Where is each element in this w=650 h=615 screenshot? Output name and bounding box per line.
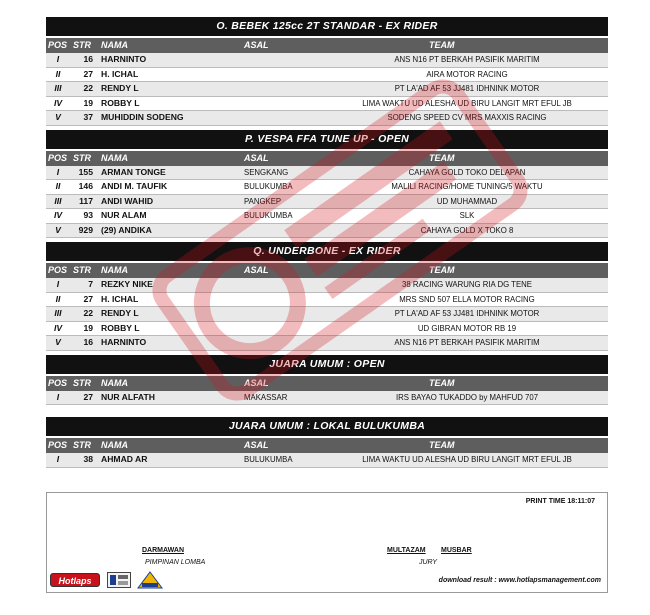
table-row bbox=[46, 391, 608, 406]
str-cell: 146 bbox=[78, 181, 93, 191]
col-str: STR bbox=[73, 440, 91, 450]
team-cell: CAHAYA GOLD TOKO DELAPAN bbox=[408, 167, 526, 177]
team-cell: MALILI RACING/HOME TUNING/5 WAKTU bbox=[391, 182, 543, 191]
team-cell: LIMA WAKTU UD ALESHA UD BIRU LANGIT MRT EFUL JB bbox=[362, 98, 572, 108]
print-time: PRINT TIME 18:11:07 bbox=[525, 498, 595, 505]
col-str: STR bbox=[73, 152, 91, 163]
nama-cell: HARNINTO bbox=[101, 337, 147, 347]
col-str: STR bbox=[73, 265, 91, 275]
str-cell: 27 bbox=[83, 68, 93, 79]
col-nama: NAMA bbox=[101, 265, 128, 275]
nama-cell: MUHIDDIN SODENG bbox=[101, 112, 184, 122]
table-row bbox=[46, 97, 608, 112]
nama-cell: NUR ALAM bbox=[101, 210, 147, 220]
str-cell: 22 bbox=[83, 83, 93, 93]
table-row bbox=[46, 453, 608, 468]
pos-cell: V bbox=[55, 112, 61, 122]
nama-cell: RENDY L bbox=[101, 308, 139, 318]
col-asal: ASAL bbox=[244, 40, 269, 50]
pos-cell: I bbox=[56, 454, 60, 464]
str-cell: 7 bbox=[88, 279, 93, 289]
asal-cell: PANGKEP bbox=[244, 196, 282, 206]
nama-cell: RENDY L bbox=[101, 83, 139, 93]
table-row bbox=[46, 209, 608, 224]
str-cell: 929 bbox=[78, 224, 93, 235]
col-pos: POS bbox=[48, 152, 68, 163]
team-cell: AIRA MOTOR RACING bbox=[426, 69, 508, 79]
table-row bbox=[46, 111, 608, 126]
table-row bbox=[46, 322, 608, 337]
table-row bbox=[46, 166, 608, 181]
pos-cell: V bbox=[55, 224, 61, 235]
pos-cell: I bbox=[56, 279, 60, 289]
team-cell: SLK bbox=[459, 211, 475, 220]
col-pos: POS bbox=[48, 40, 68, 50]
col-team: TEAM bbox=[429, 152, 455, 163]
column-header bbox=[46, 376, 608, 391]
table-row bbox=[46, 224, 608, 239]
asal-cell: SENGKANG bbox=[244, 167, 289, 177]
pos-cell: I bbox=[56, 54, 60, 64]
nama-cell: ARMAN TONGE bbox=[101, 166, 166, 177]
col-pos: POS bbox=[48, 377, 68, 388]
pos-cell: I bbox=[56, 166, 60, 177]
str-cell: 16 bbox=[83, 337, 93, 347]
str-cell: 117 bbox=[79, 195, 93, 206]
asal-cell: BULUKUMBA bbox=[244, 182, 293, 191]
section-title: O. BEBEK 125cc 2T STANDAR - EX RIDER bbox=[46, 17, 608, 36]
col-team: TEAM bbox=[429, 40, 455, 50]
col-team: TEAM bbox=[429, 265, 455, 275]
section-title: JUARA UMUM : OPEN bbox=[46, 355, 608, 374]
col-str: STR bbox=[73, 377, 91, 388]
asal-cell: BULUKUMBA bbox=[244, 211, 293, 220]
nama-cell: ROBBY L bbox=[101, 322, 140, 333]
signature-role-2: JURY bbox=[419, 559, 438, 566]
table-row bbox=[46, 278, 608, 293]
pos-cell: II bbox=[55, 293, 61, 304]
pos-cell: III bbox=[54, 195, 62, 206]
str-cell: 22 bbox=[83, 308, 93, 318]
pos-cell: V bbox=[55, 337, 61, 347]
nama-cell: AHMAD AR bbox=[101, 454, 148, 464]
str-cell: 93 bbox=[83, 210, 93, 220]
team-cell: UD MUHAMMAD bbox=[436, 196, 498, 206]
nama-cell: H. ICHAL bbox=[101, 68, 139, 79]
asal-cell: BULUKUMBA bbox=[244, 455, 293, 464]
signature-role-1: PIMPINAN LOMBA bbox=[145, 559, 206, 566]
col-nama: NAMA bbox=[101, 152, 128, 163]
col-team: TEAM bbox=[429, 377, 455, 388]
nama-cell: (29) ANDIKA bbox=[101, 224, 152, 235]
hotlaps-logo: Hotlaps bbox=[50, 573, 100, 587]
nama-cell: ANDI M. TAUFIK bbox=[101, 181, 168, 191]
table-row bbox=[46, 68, 608, 83]
col-pos: POS bbox=[48, 440, 68, 450]
pos-cell: I bbox=[56, 391, 60, 402]
column-header bbox=[46, 38, 608, 53]
pos-cell: III bbox=[54, 83, 62, 93]
table-row bbox=[46, 293, 608, 308]
signature-name-2: MULTAZAM bbox=[387, 547, 426, 554]
nama-cell: ROBBY L bbox=[101, 97, 140, 108]
column-header bbox=[46, 438, 608, 453]
table-row bbox=[46, 82, 608, 97]
footer-panel bbox=[46, 492, 608, 593]
col-nama: NAMA bbox=[101, 40, 128, 50]
nama-cell: REZKY NIKE bbox=[101, 279, 153, 289]
str-cell: 37 bbox=[83, 112, 93, 122]
sponsor-logo bbox=[107, 572, 131, 588]
results-sheet bbox=[46, 17, 608, 472]
str-cell: 38 bbox=[83, 454, 93, 464]
section-juara-umum-open bbox=[46, 355, 608, 406]
col-asal: ASAL bbox=[244, 265, 269, 275]
signature-name-1: DARMAWAN bbox=[142, 547, 184, 554]
team-cell: ANS N16 PT BERKAH PASIFIK MARITIM bbox=[394, 55, 540, 64]
signature-name-3: MUSBAR bbox=[441, 547, 472, 554]
str-cell: 19 bbox=[83, 97, 93, 108]
asal-cell: MAKASSAR bbox=[244, 392, 288, 402]
team-cell: IRS BAYAO TUKADDO by MAHFUD 707 bbox=[395, 392, 539, 402]
team-cell: PT LA'AD AF 53 JJ481 IDHNINK MOTOR bbox=[394, 84, 540, 93]
section-title: Q. UNDERBONE - EX RIDER bbox=[46, 242, 608, 261]
sponsor-logo-2 bbox=[137, 571, 163, 589]
section-title: P. VESPA FFA TUNE UP - OPEN bbox=[46, 130, 608, 149]
table-row bbox=[46, 180, 608, 195]
team-cell: MRS SND 507 ELLA MOTOR RACING bbox=[399, 294, 535, 304]
section-q-underbone bbox=[46, 242, 608, 351]
team-cell: UD GIBRAN MOTOR RB 19 bbox=[417, 323, 517, 333]
pos-cell: II bbox=[55, 68, 61, 79]
nama-cell: H. ICHAL bbox=[101, 293, 139, 304]
nama-cell: NUR ALFATH bbox=[101, 391, 155, 402]
team-cell: LIMA WAKTU UD ALESHA UD BIRU LANGIT MRT EFUL JB bbox=[362, 455, 572, 464]
column-header bbox=[46, 151, 608, 166]
nama-cell: ANDI WAHID bbox=[101, 195, 154, 206]
section-o-bebek bbox=[46, 17, 608, 126]
table-row bbox=[46, 336, 608, 351]
pos-cell: II bbox=[55, 181, 61, 191]
str-cell: 27 bbox=[83, 293, 93, 304]
str-cell: 27 bbox=[83, 391, 93, 402]
table-row bbox=[46, 307, 608, 322]
pos-cell: IV bbox=[53, 210, 63, 220]
str-cell: 155 bbox=[78, 166, 93, 177]
download-link[interactable]: download result : www.hotlapsmanagement.com bbox=[438, 577, 601, 584]
table-row bbox=[46, 195, 608, 210]
col-nama: NAMA bbox=[101, 377, 128, 388]
table-row bbox=[46, 53, 608, 68]
str-cell: 19 bbox=[83, 322, 93, 333]
col-asal: ASAL bbox=[244, 440, 269, 450]
team-cell: CAHAYA GOLD X TOKO 8 bbox=[420, 225, 514, 235]
team-cell: PT LA'AD AF 53 JJ481 IDHNINK MOTOR bbox=[394, 309, 540, 318]
column-header bbox=[46, 263, 608, 278]
col-nama: NAMA bbox=[101, 440, 128, 450]
team-cell: ANS N16 PT BERKAH PASIFIK MARITIM bbox=[394, 338, 540, 347]
col-asal: ASAL bbox=[244, 152, 269, 163]
section-p-vespa bbox=[46, 130, 608, 239]
team-cell: SODENG SPEED CV MRS MAXXIS RACING bbox=[387, 113, 547, 122]
section-title: JUARA UMUM : LOKAL BULUKUMBA bbox=[46, 417, 608, 436]
col-asal: ASAL bbox=[244, 377, 269, 388]
col-pos: POS bbox=[48, 265, 68, 275]
team-cell: 38 RACING WARUNG RIA DG TENE bbox=[402, 280, 532, 289]
pos-cell: IV bbox=[53, 97, 63, 108]
section-juara-umum-lokal bbox=[46, 417, 608, 468]
pos-cell: IV bbox=[53, 322, 63, 333]
nama-cell: HARNINTO bbox=[101, 54, 147, 64]
str-cell: 16 bbox=[83, 54, 93, 64]
pos-cell: III bbox=[54, 308, 62, 318]
col-team: TEAM bbox=[429, 440, 455, 450]
col-str: STR bbox=[73, 40, 91, 50]
